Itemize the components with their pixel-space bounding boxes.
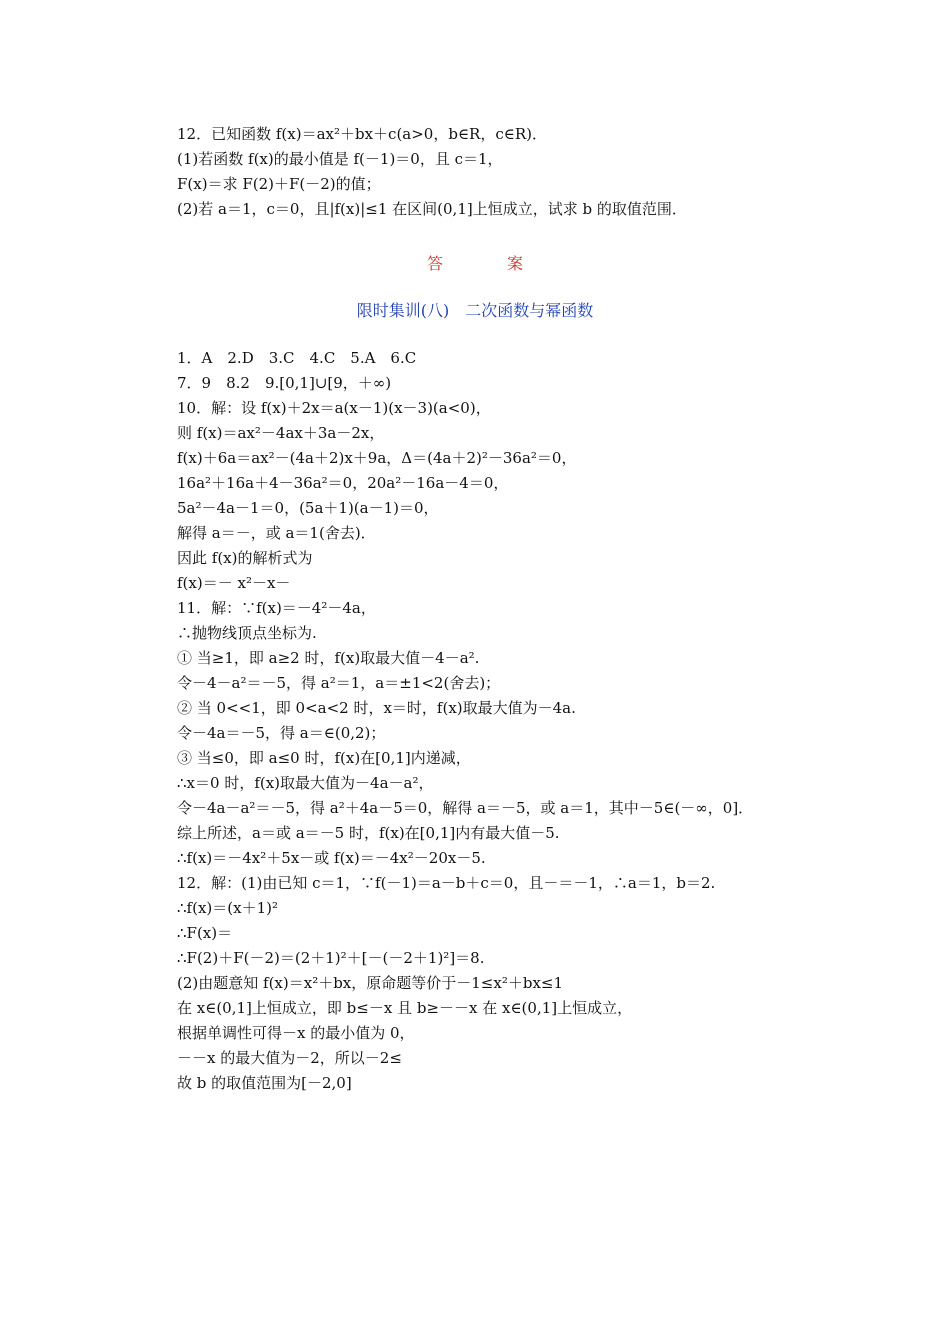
answer-line: 在 x∈(0,1]上恒成立，即 b≤－x 且 b≥－－x 在 x∈(0,1]上恒成立， (177, 999, 633, 1017)
answer-line: 解得 a＝－，或 a＝1(舍去)． (177, 524, 376, 542)
answer-line: 10．解：设 f(x)＋2x＝a(x－1)(x－3)(a<0)， (177, 399, 491, 417)
answer-line: ∴抛物线顶点坐标为. (177, 624, 317, 642)
answer-line: 1．A 2.D 3.C 4.C 5.A 6.C (177, 349, 417, 367)
answer-line: 11．解：∵f(x)＝－4²－4a， (177, 599, 376, 617)
answer-line: f(x)＝－ x²－x－ (177, 574, 291, 592)
answer-subheading: 限时集训(八) 二次函数与幂函数 (356, 301, 594, 320)
answer-line: ∴x＝0 时，f(x)取最大值为－4a－a²， (177, 774, 434, 792)
problem-line: F(x)＝求 F(2)＋F(－2)的值； (177, 175, 381, 193)
answer-line: 因此 f(x)的解析式为 (177, 549, 313, 567)
answer-line: 令－4a－a²＝－5，得 a²＋4a－5＝0，解得 a＝－5，或 a＝1，其中－5∈(－∞，0]． (177, 799, 754, 817)
answer-line: 16a²＋16a＋4－36a²＝0，20a²－16a－4＝0， (177, 474, 509, 492)
answer-line: 5a²－4a－1＝0，(5a＋1)(a－1)＝0， (177, 499, 439, 517)
answer-line: ∴F(x)＝ (177, 924, 233, 942)
problem-line: 12．已知函数 f(x)＝ax²＋bx＋c(a>0，b∈R，c∈R)． (177, 125, 548, 143)
answer-section (177, 346, 877, 1096)
answer-line: 根据单调性可得－x 的最小值为 0， (177, 1024, 415, 1042)
answer-line: 12．解：(1)由已知 c＝1，∵f(－1)＝a－b＋c＝0，且－＝－1，∴a＝1，b＝2. (177, 874, 716, 892)
answer-line: ∴F(2)＋F(－2)＝(2＋1)²＋[－(－2＋1)²]＝8. (177, 949, 485, 967)
answer-line: ③ 当≤0，即 a≤0 时，f(x)在[0,1]内递减， (177, 749, 471, 767)
answer-line: 故 b 的取值范围为[－2,0] (177, 1074, 352, 1092)
answer-heading: 答 案 (426, 254, 547, 273)
answer-line: ∴f(x)＝－4x²＋5x－或 f(x)＝－4x²－20x－5. (177, 849, 486, 867)
problem-line: (2)若 a＝1，c＝0，且|f(x)|≤1 在区间(0,1]上恒成立，试求 b 的取值范围． (177, 200, 687, 218)
problem-12 (177, 122, 877, 222)
answer-line: ∴f(x)＝(x＋1)² (177, 899, 278, 917)
answer-line: －－x 的最大值为－2，所以－2≤ (177, 1049, 402, 1067)
answer-line: 则 f(x)＝ax²－4ax＋3a－2x， (177, 424, 385, 442)
answer-line: ② 当 0<<1，即 0<a<2 时，x＝时，f(x)取最大值为－4a. (177, 699, 576, 717)
answer-line: ① 当≥1，即 a≥2 时，f(x)取最大值－4－a². (177, 649, 480, 667)
answer-line: 令－4－a²＝－5，得 a²＝1，a＝±1<2(舍去)； (177, 674, 501, 692)
answer-line: 令－4a＝－5，得 a＝∈(0,2)； (177, 724, 386, 742)
answer-line: 综上所述，a＝或 a＝－5 时，f(x)在[0,1]内有最大值－5. (177, 824, 560, 842)
answer-line: f(x)＋6a＝ax²－(4a＋2)x＋9a，Δ＝(4a＋2)²－36a²＝0， (177, 449, 577, 467)
answer-line: 7．9 8.2 9.[0,1]∪[9，＋∞) (177, 374, 392, 392)
answer-line: (2)由题意知 f(x)＝x²＋bx，原命题等价于－1≤x²＋bx≤1 (177, 974, 564, 992)
problem-line: (1)若函数 f(x)的最小值是 f(－1)＝0，且 c＝1， (177, 150, 503, 168)
